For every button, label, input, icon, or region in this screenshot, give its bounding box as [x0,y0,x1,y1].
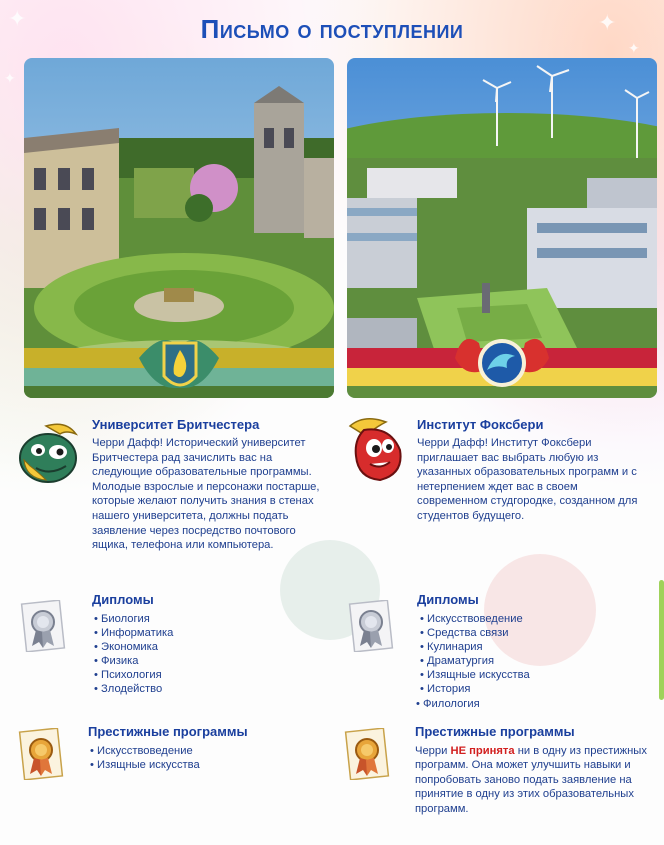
foxbury-degree-list [420,612,530,711]
foxbury-campus-image [347,58,657,398]
list-item: • Физика [94,654,173,668]
foxbury-prestige-title: Престижные программы [415,724,575,739]
diploma-gold-icon [344,728,390,780]
foxbury-degrees-title: Дипломы [417,592,479,607]
page-title: Письмо о поступлении [200,14,464,44]
star-decoration: ✦ [4,70,16,86]
list-item: • Психология [94,668,173,682]
list-item: • Филология [416,697,530,711]
list-item: • Изящные искусства [90,758,200,772]
star-decoration: ✦ [628,40,640,56]
star-decoration: ✦ [8,6,27,31]
list-item: • Биология [94,612,173,626]
list-item: • Изящные искусства [420,668,530,682]
foxbury-description: Черри Дафф! Институт Фоксбери приглашает вас выбрать любую из указанных образовательных программ и с нетерпением ждет вас в своем современном студгородке, созданном для студентов будущего. [417,437,638,522]
list-item: • Экономика [94,640,173,654]
britchester-prestige-list [90,744,200,772]
list-item: • Искусствоведение [420,612,530,626]
list-item: • Злодейство [94,682,173,696]
list-item: • Искусствоведение [90,744,200,758]
list-item: • Драматургия [420,654,530,668]
prestige-text-end: ни в одну из престижных программ. Она может улучшить навыки и попробовать заново подать заявление на принятие в одну из этих образовательных программ. [415,745,647,815]
list-item: • История [420,682,530,696]
diploma-silver-icon [348,600,394,652]
britchester-name: Университет Бритчестера [92,417,260,432]
list-item: • Информатика [94,626,173,640]
foxbury-prestige-text [415,744,655,816]
britchester-description: Черри Дафф! Исторический университет Бритчестера рад зачислить вас на следующие образовательные программы. Молодые взрослые и персонажи постарше, которые желают получить знания в стенах нашего университета, должны подать заявление через посредство почтового ящика, телефона или компьютера. [92,437,320,552]
britchester-degree-list [94,612,173,697]
britchester-prestige-title: Престижные программы [88,724,248,739]
britchester-degrees-title: Дипломы [92,592,154,607]
diploma-silver-icon [20,600,66,652]
scrollbar[interactable] [659,580,664,700]
not-accepted-text: НЕ принята [450,745,515,757]
star-decoration: ✦ [598,10,617,35]
diploma-gold-icon [18,728,64,780]
red-creature-mascot-icon [344,412,410,489]
list-item: • Кулинария [420,640,530,654]
britchester-campus-image [24,58,334,398]
list-item: • Средства связи [420,626,530,640]
foxbury-name: Институт Фоксбери [417,417,544,432]
dragon-mascot-icon [16,420,80,491]
prestige-text-start: Черри [415,745,451,757]
